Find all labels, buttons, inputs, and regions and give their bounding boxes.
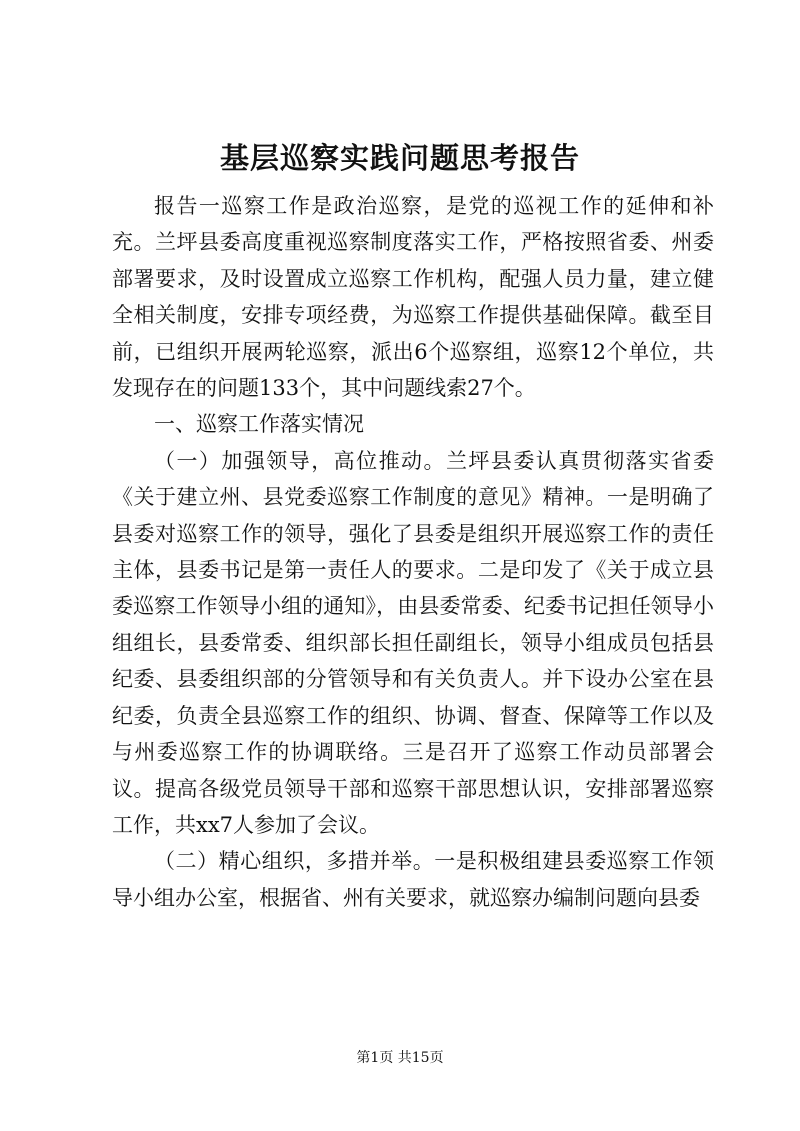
page-number: 第1页 共15页 xyxy=(356,1050,444,1066)
section-heading-1: 一、巡察工作落实情况 xyxy=(154,412,364,437)
paragraph-leadership: （一）加强领导，高位推动。兰坪县委认真贯彻落实省委《关于建立州、县党委巡察工作制度的意见》精神。一是明确了县委对巡察工作的领导，强化了县委是组织开展巡察工作的责任主体，县委书记是第一责任人的要求。二是印发了《关于成立县委巡察工作领导小组的通知》，由县委常委、纪委书记担任领导小组组长，县委常委、组织部长担任副组长，领导小组成员包括县纪委、县委组织部的分管领导和有关负责人。并下设办公室在县纪委，负责全县巡察工作的组织、协调、督查、保障等工作以及与州委巡察工作的协调联络。三是召开了巡察工作动员部署会议。提高各级党员领导干部和巡察干部思想认识，安排部署巡察工作，共xx7人参加了会议。 xyxy=(112,448,714,837)
document-title: 基层巡察实践问题思考报告 xyxy=(219,141,580,175)
paragraph-intro: 报告一巡察工作是政治巡察，是党的巡视工作的延伸和补充。兰坪县委高度重视巡察制度落实工作，严格按照省委、州委部署要求，及时设置成立巡察工作机构，配强人员力量，建立健全相关制度，安排专项经费，为巡察工作提供基础保障。截至目前，已组织开展两轮巡察，派出6个巡察组，巡察12个单位，共发现存在的问题133个，其中问题线索27个。 xyxy=(112,194,714,401)
paragraph-organization: （二）精心组织，多措并举。一是积极组建县委巡察工作领导小组办公室，根据省、州有关要求，就巡察办编制问题向县委 xyxy=(112,849,714,910)
document-body xyxy=(112,188,714,916)
